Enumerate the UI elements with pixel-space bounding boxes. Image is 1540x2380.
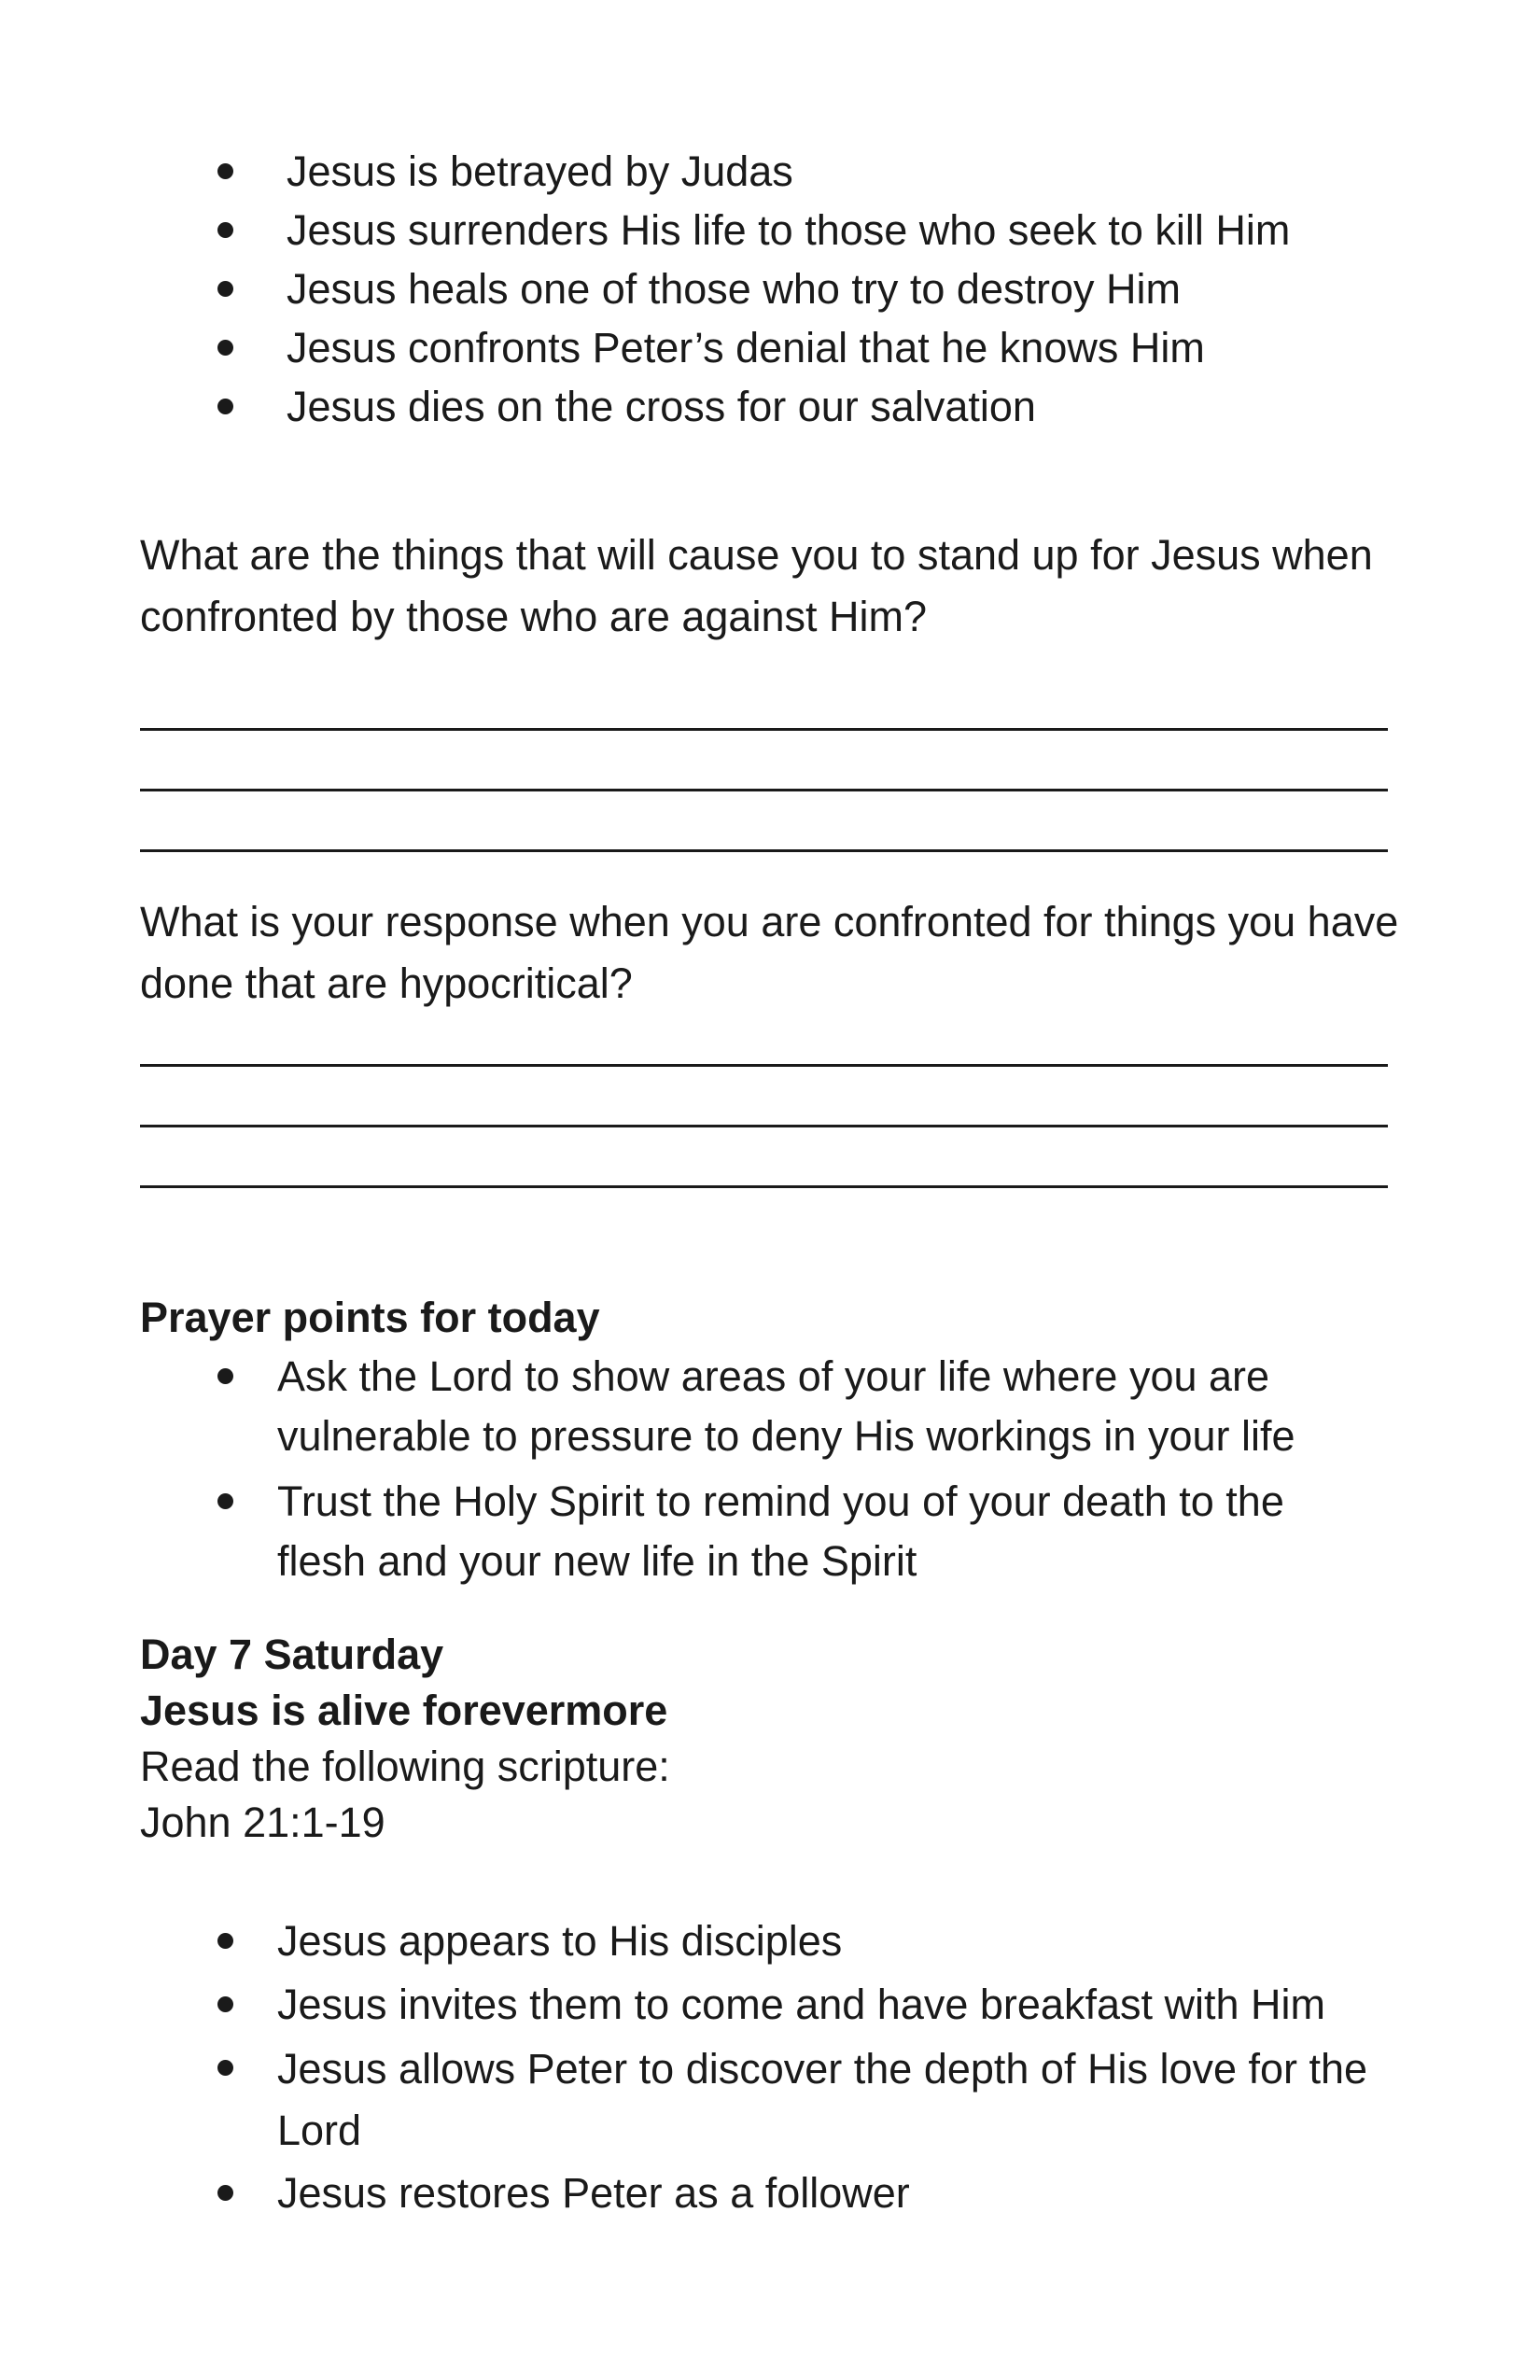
scripture-reference: John 21:1-19	[140, 1799, 385, 1846]
list-item-text: Jesus heals one of those who try to destroy Him	[287, 265, 1181, 313]
question-text: What are the things that will cause you to stand up for Jesus when confronted by those who are against Him?	[140, 531, 1373, 640]
list-item-text: Jesus allows Peter to discover the depth of His love for the Lord	[277, 2045, 1368, 2154]
list-item-text: Jesus restores Peter as a follower	[277, 2169, 910, 2217]
section-heading: Prayer points for today	[140, 1294, 600, 1341]
bullet-icon	[217, 163, 233, 179]
list-item	[0, 142, 1540, 202]
list-item-text: Jesus appears to His disciples	[277, 1917, 843, 1965]
answer-line[interactable]	[140, 1125, 1388, 1127]
day-title: Day 7 Saturday	[140, 1631, 444, 1678]
list-item-text: Trust the Holy Spirit to remind you of your death to the flesh and your new life in the Spirit	[277, 1477, 1284, 1585]
answer-line[interactable]	[140, 1064, 1388, 1067]
list-item	[0, 201, 1540, 260]
list-item	[0, 1975, 1540, 2035]
list-item	[0, 1347, 1540, 1466]
reading-instruction: Read the following scripture:	[140, 1743, 670, 1790]
list-item-text: Jesus dies on the cross for our salvation	[287, 383, 1036, 430]
list-item	[0, 377, 1540, 437]
bullet-icon	[217, 1493, 233, 1509]
list-item-text: Jesus is betrayed by Judas	[287, 147, 793, 195]
question-text: What is your response when you are confronted for things you have done that are hypocritical?	[140, 898, 1399, 1007]
bullet-icon	[217, 1996, 233, 2012]
bullet-icon	[217, 1368, 233, 1384]
answer-line[interactable]	[140, 849, 1388, 852]
bullet-icon	[217, 281, 233, 297]
answer-line[interactable]	[140, 789, 1388, 791]
list-item-text: Jesus surrenders His life to those who seek to kill Him	[287, 206, 1291, 254]
list-item	[0, 1911, 1540, 1971]
bullet-icon	[217, 2060, 233, 2076]
day-subtitle: Jesus is alive forevermore	[140, 1687, 668, 1734]
bullet-icon	[217, 399, 233, 414]
list-item	[0, 259, 1540, 319]
list-item	[0, 1472, 1540, 1591]
list-item-text: Ask the Lord to show areas of your life where you are vulnerable to pressure to deny His workings in your life	[277, 1352, 1295, 1460]
bullet-icon	[217, 222, 233, 238]
answer-line[interactable]	[140, 1185, 1388, 1188]
list-item-text: Jesus confronts Peter’s denial that he knows Him	[287, 324, 1205, 371]
list-item	[0, 2163, 1540, 2223]
bullet-icon	[217, 2185, 233, 2201]
list-item-text: Jesus invites them to come and have breakfast with Him	[277, 1981, 1326, 2028]
answer-line[interactable]	[140, 728, 1388, 731]
list-item	[0, 2038, 1540, 2158]
bullet-icon	[217, 340, 233, 356]
bullet-icon	[217, 1933, 233, 1949]
list-item	[0, 318, 1540, 378]
